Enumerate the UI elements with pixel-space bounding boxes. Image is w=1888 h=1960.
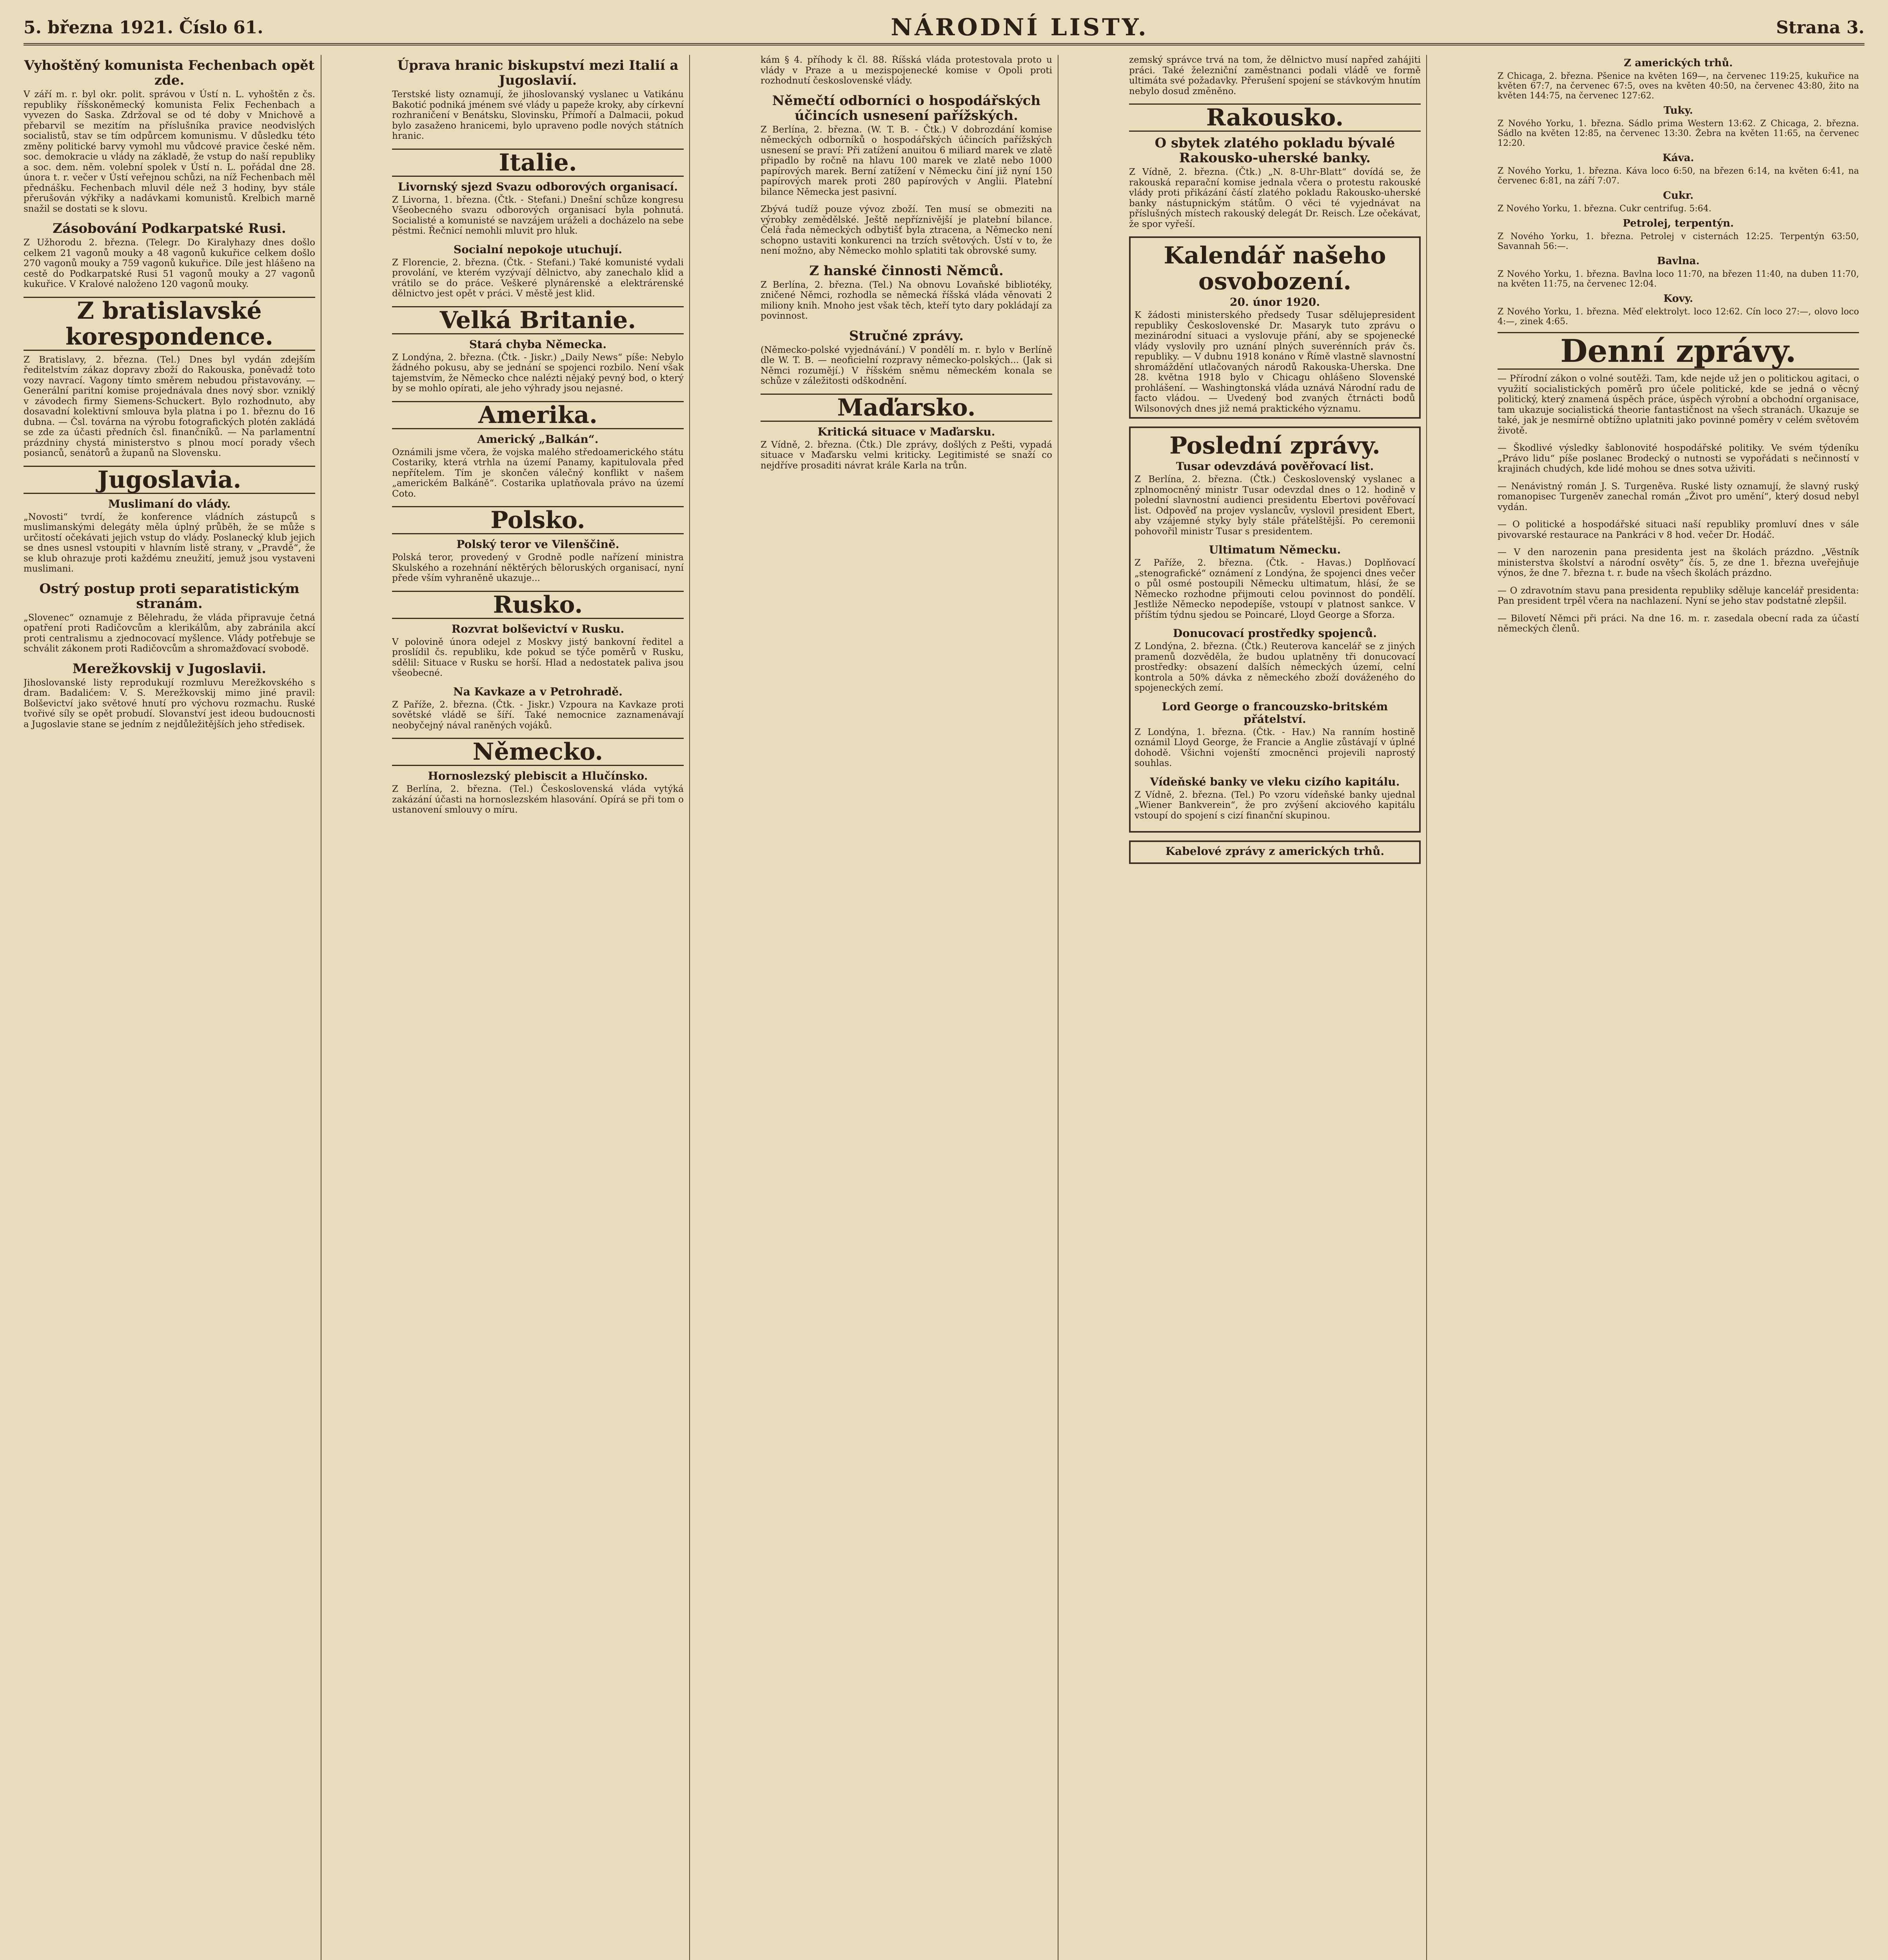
- article-body: Z Londýna, 2. března. (Čtk.) Reuterova kancelář se z jiných pramenů dozvěděla, že budou uplatněny tři donucovací prostředky: obsazení dalších německých území, celní kontrola a 50% dávka z německého zboží dováženého do spojeneckých zemí.: [1135, 641, 1415, 693]
- market-report: Z Nového Yorku, 1. března. Sádlo prima Western 13:62. Z Chicaga, 2. března. Sádlo na květen 12:85, na červenec 13:30. Žebra na květen 11:65, na červenec 12:20.: [1498, 119, 1859, 148]
- article-body: Z Vídně, 2. března. (Čtk.) Dle zprávy, došlých z Pešti, vypadá situace v Maďarsku velmi kriticky. Legitimisté se snaží co nejdříve prosaditi návrat krále Karla na trůn.: [761, 439, 1052, 471]
- article: [24, 58, 315, 214]
- article-headline: Zásobování Podkarpatské Rusi.: [53, 221, 286, 236]
- article-body: Zbývá tudíž pouze vývoz zboží. Ten musí se obmeziti na výrobky zemědělské. Ještě nepříznivější je platební bilance. Čelá řada německých odbytišť byla ztracena, a Německo není schopno ustaviti konkurenci na trzích světových. Ústí v to, že není možno, aby Německo mohlo splatiti tak obrovské sumy.: [761, 204, 1052, 256]
- market-heading: Petrolej, terpentýn.: [1623, 218, 1734, 229]
- page-number: Strana 3.: [1776, 17, 1864, 38]
- article-body: Z Berlína, 2. března. (Tel.) Československá vláda vytýká zakázání účasti na hornoslezském hlasování. Opírá se při tom o ustanovení smlouvy o míru.: [392, 784, 684, 815]
- article-headline: Muslimaní do vlády.: [108, 497, 231, 510]
- section-heading: Rusko.: [392, 591, 684, 619]
- box-body: K žádosti ministerského předsedy Tusar sdělujepresident republiky Československé Dr. Masaryk tuto zprávu o mezinárodní situaci a vyslovuje přání, aby se spojenecké vlády vyslovily pro uznání plných suverénních práv čs. republiky. — V dubnu 1918 konáno v Římě vlastně slavnostní shromáždění utlačovaných národů Rakouska-Uherska. Dne 28. května 1918 bylo v Chicagu ohlášeno Slovenské prohlášení. — Washingtonská vláda uznává Národní radu de facto vládou. — Uvedený bod zvaných čtrnácti bodů Wilsonových dnes již nemá praktického významu.: [1135, 310, 1415, 414]
- news-item: — O zdravotním stavu pana presidenta republiky sděluje kancelář presidenta: Pan president trpěl včera na nachlazení. Nyní se jeho stav podstatně zlepšil.: [1498, 585, 1859, 606]
- box-subheading: 20. únor 1920.: [1229, 296, 1320, 309]
- article-body: Z Livorna, 1. března. (Čtk. - Stefani.) Dnešní schůze kongresu Všeobecného svazu odborových organisací byla pohnutá. Socialisté a komunisté se navzájem uráželi a docházelo na sebe pěstmi. Řečnicí nemohli mluvit pro hluk.: [392, 194, 684, 236]
- news-item: — Škodlivé výsledky šablonovité hospodářské politiky. Ve svém týdeníku „Právo lidu“ píše poslanec Brodecký o nutnosti se vypořádati s nečinností v krajinách chudých, kde lidé mohou se dnes sotva uživiti.: [1498, 443, 1859, 474]
- article-headline: Němečtí odborníci o hospodářských účincích usnesení pařížských.: [772, 93, 1041, 123]
- article-headline: Merežkovskij v Jugoslavii.: [72, 661, 267, 677]
- section-heading: Z bratislavské korespondence.: [24, 297, 315, 351]
- article-body: „Slovenec“ oznamuje z Bělehradu, že vláda připravuje četná opatření proti Radičovcům a klerikálům, aby zabránila akcí proti centralismu a zjednocovací myšlence. Vlády potřebuje se schválit zákonem proti Radičovcům a shromažďovací svobodě.: [24, 612, 315, 654]
- columns: [24, 55, 1864, 1960]
- article-body: Polská teror, provedený v Grodně podle nařízení ministra Skulského a rozehnání něktěrých běloruských organisací, nyní přede vším vyhraněně ukazuje...: [392, 552, 684, 583]
- article-headline: Socialní nepokoje utuchují.: [453, 243, 623, 256]
- news-item: — Bilovetí Němci při práci. Na dne 16. m. r. zasedala obecní rada za účastí německých členů.: [1498, 613, 1859, 634]
- newspaper-title: NÁRODNÍ LISTY.: [891, 14, 1149, 41]
- article-headline: Stručné zprávy.: [849, 328, 964, 344]
- section-heading: Denní zprávy.: [1498, 332, 1859, 370]
- article-headline: Rozvrat bolševictví v Rusku.: [451, 622, 624, 635]
- article-body: V září m. r. byl okr. polit. správou v Ústí n. L. vyhoštěn z čs. republiky říšskoněmecký komunista Felix Fechenbach a vyvezen do Saska. Zdržoval se od té doby v Mnichově a přebarvil se mezitím na příslušníka pravice neodvislých socialistů, stav se tím odpůrcem komunismu. V důsledku této změny politické barvy vymohl mu vůdcové pravice české něm. soc. demokracie u vlády na základě, že vstup do naší republiky a soc. dem. něm. volební spolek v Ústí n. L. pořádal dne 28. února t. r. večer v Ústí veřejnou schůzi, na níž Fechenbach měl přednášku. Fechenbach mluvil déle než 3 hodiny, byv stále přerušován výkřiky a nadávkami komunistů. Krelbich marně snažil se dostati se k slovu.: [24, 89, 315, 214]
- article-body: Z Londýna, 2. března. (Čtk. - Jiskr.) „Daily News“ píše: Nebylo žádného pokusu, aby se jednání se spojenci rozbilo. Není však tajemstvím, že Německo chce nalézti nějaký pevný bod, o který by se mohlo opírati, ale jeho výhrady jsou nejasné.: [392, 352, 684, 394]
- news-item: — V den narozenin pana presidenta jest na školách prázdno. „Věstník ministerstva školství a národní osvěty“ čís. 5, ze dne 1. března uveřejňuje výnos, že dne 7. března t. r. bude na všech školách prázdno.: [1498, 547, 1859, 578]
- market-report: Z Nového Yorku, 1. března. Bavlna loco 11:70, na březen 11:40, na duben 11:70, na květen 11:75, na červenec 12:04.: [1498, 269, 1859, 289]
- market-heading: Z amerických trhů.: [1624, 57, 1733, 69]
- article-body: Z Užhorodu 2. března. (Telegr. Do Kiralyhazy dnes došlo celkem 21 vagonů mouky a 48 vagonů kukuřice celkem došlo 270 vagonů mouky a 759 vagonů kukuřice. Díle jest hlášeno na cestě do Podkarpatské Rusi 51 vagonů mouky a 27 vagonů kukuřice. V Kralové naloženo 120 vagonů mouky.: [24, 238, 315, 289]
- article-headline: Kritická situace v Maďarsku.: [817, 425, 995, 438]
- section-heading: Německo.: [392, 738, 684, 766]
- article-headline: Hornoslezský plebiscit a Hlučínsko.: [428, 769, 648, 782]
- article-headline: Ostrý postup proti separatistickým stranám.: [39, 581, 300, 612]
- article-body: Terstské listy oznamují, že jihoslovanský vyslanec u Vatikánu Bakotić podniká jménem své vlády u papeže kroky, aby církevní rozhraničení v Benátsku, Slovinsku, Přímoří a Dalmacii, pokud bylo zasaženo hranicemi, bylo upraveno podle nových státních hranic.: [392, 89, 684, 141]
- news-item: — Nenávistný román J. S. Turgeněva. Ruské listy oznamují, že slavný ruský romanopisec Turgeněv zanechal román „Život pro umění“, který dosud nebyl vydán.: [1498, 481, 1859, 512]
- article-body: Z Paříže, 2. března. (Čtk. - Jiskr.) Vzpoura na Kavkaze proti sovětské vládě se šíří. Také nemocnice zaznamenávají neobyčejný nával raněných vojáků.: [392, 699, 684, 731]
- article-body: Z Vídně, 2. března. (Tel.) Po vzoru vídeňské banky ujednal „Wiener Bankverein“, že pro zvýšení akciového kapitálu vstoupí do spojení s cizí finanční skupinou.: [1135, 789, 1415, 821]
- market-report: Z Nového Yorku, 1. března. Káva loco 6:50, na březen 6:14, na květen 6:41, na červenec 6:81, na září 7:07.: [1498, 166, 1859, 186]
- article-headline: Livornský sjezd Svazu odborových organisací.: [398, 180, 678, 193]
- section-heading: Amerika.: [392, 401, 684, 429]
- article-headline: Ultimatum Německu.: [1209, 543, 1341, 556]
- article-headline: Polský teror ve Vilenščině.: [456, 538, 619, 551]
- article-headline: Americký „Balkán“.: [477, 432, 599, 446]
- article-headline: Stará chyba Německa.: [469, 338, 607, 351]
- market-heading: Tuky.: [1663, 105, 1693, 116]
- market-report: Z Nového Yorku, 1. března. Cukr centrifug. 5:64.: [1498, 204, 1712, 214]
- article-headline: Vyhoštěný komunista Fechenbach opět zde.: [24, 58, 315, 88]
- article-body: Z Vídně, 2. března. (Čtk.) „N. 8-Uhr-Blatt“ dovídá se, že rakouská reparační komise jednala včera o protestu rakouské vlády proti přikázání částí zlatého pokladu Rakousko-uherské banky nástupnickým státům. O věci té vyjednávat na příslušných místech rakouský delegát Dr. Reisch. Lze očekávat, že spor vyřeší.: [1129, 167, 1421, 229]
- article-body: zemský správce trvá na tom, že dělnictvo musí napřed zahájiti práci. Také železniční zaměstnanci podali vládě ve formě ultimáta své požadavky. Přerušení spojení se stávkovým hnutím nebylo dosud změněno.: [1129, 55, 1421, 96]
- box-heading: Kabelové zprávy z amerických trhů.: [1165, 845, 1385, 858]
- article-body: Z Paříže, 2. března. (Čtk. - Havas.) Doplňovací „stenografické“ oznámení z Londýna, že spojenci dnes večer o půl osmé postoupili Německu ultimatum, hlásí, že se Německo rozhodne přijmouti celou povinnost do pondělí. Jestliže Německo nepodepíše, vstoupí v platnost sankce. V příštím týdnu sjedou se Poincaré, Lloyd George a Sforza.: [1135, 558, 1415, 620]
- box-heading: Poslední zprávy.: [1169, 432, 1380, 459]
- market-heading: Kovy.: [1663, 293, 1693, 305]
- section-heading: Rakousko.: [1129, 103, 1421, 132]
- market-heading: Cukr.: [1663, 190, 1694, 201]
- article-body: Z Bratislavy, 2. března. (Tel.) Dnes byl vydán zdejším ředitelstvím zákaz dopravy zboží do Rakouska, poněvadž toto vozy navrací. Vagony tímto směrem nebudou přistavovány. — Generální paritní komise projednávala dnes nový sbor. vzniklý v závodech firmy Siemens-Schuckert. Bylo rozhodnuto, aby dosavadní kolektivní smlouva byla platna i po 1. březnu do 16 dubna. — Čsl. továrna na výrobu fotografických plotén zakládá se zde za účasti předních čsl. finančníků. — Na parlamentní prázdniny chystá ministerstvo s plnou mocí porady všech posianců, senátorů a županů na Slovensku.: [24, 354, 315, 458]
- article-headline: Donucovací prostředky spojenců.: [1173, 627, 1377, 640]
- article-body: Z Berlína, 2. března. (Čtk.) Československý vyslanec a zplnomocněný ministr Tusar odevzdal dnes o 12. hodině v polední slavnostní audienci presidentu Ebertovi pověřovací list. Odpověď na projev vyslancův, vyslovil president Ebert, aby vzájemné styky byly stále přátelštější. Po ceremonii pohovořil ministr Tusar s presidentem.: [1135, 474, 1415, 537]
- article-headline: Lord George o francouzsko-britském přátelství.: [1162, 700, 1388, 726]
- article-headline: Na Kavkaze a v Petrohradě.: [453, 685, 623, 698]
- section-heading: Jugoslavia.: [24, 466, 315, 494]
- article-headline: Vídeňské banky ve vleku cizího kapitálu.: [1150, 775, 1400, 788]
- column-1: [24, 55, 321, 1960]
- column-4: [1129, 55, 1427, 1960]
- market-report: Z Nového Yorku, 1. března. Měď elektrolyt. loco 12:62. Cín loco 27:—, olovo loco 4:—, zinek 4:65.: [1498, 307, 1859, 327]
- section-heading: Velká Britanie.: [392, 306, 684, 334]
- article-body: Jihoslovanské listy reprodukují rozmluvu Merežkovského s dram. Badalićem: V. S. Merežkovskij mimo jiné pravil: Bolševictví jako světové hnutí pro výchovu rozmachu. Ruské tvořivé síly se opět probudí. Slovanství jest ideou budoucnosti a Jugoslavie stane se jedním z nejdůležitějších jeho středisek.: [24, 677, 315, 730]
- section-heading: Italie.: [392, 149, 684, 177]
- box-subheading: Tusar odevzdává pověřovací list.: [1176, 460, 1374, 473]
- column-3: [761, 55, 1058, 1960]
- article-body: (Německo-polské vyjednávání.) V pondělí m. r. bylo v Berlíně dle W. T. B. — neoficielní rozpravy německo-polských... (Jak si Němci rozumějí.) V říšském sněmu německém konala se schůze v záležitosti odškodnění.: [761, 345, 1052, 386]
- news-item: — Přírodní zákon o volné soutěži. Tam, kde nejde už jen o politickou agitaci, o využití socialistických poměrů pro účele politické, kde se jedná o věcný politický, který znamená úspěch práce, úspěch výrobní a obchodní organisace, tam ukazuje socialistická theorie fantastičnost na všech stranách. Ukazuje se také, jak je nesmírně obtížno uplatniti jako povinné poměry v celém světovém životě.: [1498, 374, 1859, 436]
- article-body: Oznámili jsme včera, že vojska malého středoamerického státu Costariky, která vtrhla na území Panamy, kapitulovala před nepřítelem. Tím je skončen válečný konflikt v našem „americkém Balkáně“. Costarika uplatňovala právo na území Coto.: [392, 447, 684, 499]
- market-report: Z Nového Yorku, 1. března. Petrolej v cisternách 12:25. Terpentýn 63:50, Savannah 56:—.: [1498, 232, 1859, 251]
- article-body: Z Londýna, 1. března. (Čtk. - Hav.) Na ranním hostině oznámil Lloyd George, že Francie a Anglie zůstávají v úplné dohodě. Všichni vojenští zmocněnci projevili naprostý souhlas.: [1135, 727, 1415, 768]
- issue-date: 5. března 1921. Číslo 61.: [24, 17, 263, 38]
- article-body: Z Berlína, 2. března. (W. T. B. - Čtk.) V dobrozdání komise německých odborníků o hospodářských účincích pařížských usnesení se praví: Při zatížení anuitou 6 miliard marek ve zlatě připadlo by ročně na hlavu 100 marek ve zlatě nebo 1000 papírových marek. Berní zatížení v Německu činí již nyní 150 papírových marek proti 280 papírových v Anglii. Platební bilance Německa jest pasivní.: [761, 124, 1052, 197]
- article-headline: O sbytek zlatého pokladu bývalé Rakousko-uherské banky.: [1155, 135, 1395, 166]
- market-heading: Káva.: [1662, 152, 1694, 164]
- masthead: [24, 12, 1864, 45]
- article-body: kám § 4. příhody k čl. 88. Říšská vláda protestovala proto u vlády v Praze a u mezispojenecké komise v Opoli proti rozhodnutí československé vlády.: [761, 55, 1052, 86]
- market-report: Z Chicaga, 2. března. Pšenice na květen 169—, na červenec 119:25, kukuřice na květen 67:7, na červenec 67:5, oves na květen 40:50, na červenec 43:80, žito na květen 144:75, na červenec 127:62.: [1498, 71, 1859, 101]
- calendar-box: [1129, 236, 1421, 419]
- column-2: [392, 55, 690, 1960]
- article-body: Z Berlína, 2. března. (Tel.) Na obnovu Lovaňské bibliotéky, zničené Němci, rozhodla se německá říšská vláda věnovati 2 miliony knih. Mnoho jest však těch, kteří tyto dary pokládají za povinnost.: [761, 279, 1052, 321]
- section-heading: Polsko.: [392, 506, 684, 534]
- article-body: Z Florencie, 2. března. (Čtk. - Stefani.) Také komunisté vydali provolání, ve kterém vyzývají dělnictvo, aby zanechalo klid a vrátilo se do práce. Veškeré plynárenské a elektrárenské dělnictvo jest opět v práci. V městě jest klid.: [392, 257, 684, 299]
- article-headline: Z hanské činnosti Němců.: [809, 263, 1004, 279]
- column-5: [1498, 55, 1864, 1960]
- article-body: V polovině února odejel z Moskvy jistý bankovní ředitel a proslídil čs. republiku, kde pokud se týče poměrů v Rusku, sdělil: Situace v Rusku se horší. Hlad a nedostatek paliva jsou všeobecné.: [392, 637, 684, 678]
- box-heading: Kalendář našeho osvobození.: [1164, 242, 1386, 295]
- article: [24, 221, 315, 290]
- market-heading: Bavlna.: [1657, 255, 1700, 267]
- article-body: „Novosti“ tvrdí, že konference vládních zástupců s muslimanskými delegáty měla úplný průběh, že se může s určitostí očekávati jejich vstup do vlády. Poslanecký klub jejich se dnes usnesl vstoupiti v hlavním listě strany, v „Pravdě“, že se klub ohrazuje proti každému zneužití, jemuž jsou vystaveni muslimani.: [24, 512, 315, 574]
- latest-news-box: [1129, 426, 1421, 833]
- cable-news-box: [1129, 840, 1421, 864]
- section-heading: Maďarsko.: [761, 394, 1052, 422]
- news-item: — O politické a hospodářské situaci naší republiky promluví dnes v sále pivovarské restaurace na Pankráci v 8 hod. večer Dr. Hodáč.: [1498, 519, 1859, 540]
- article-headline: Úprava hranic biskupství mezi Italií a Jugoslavií.: [397, 58, 679, 88]
